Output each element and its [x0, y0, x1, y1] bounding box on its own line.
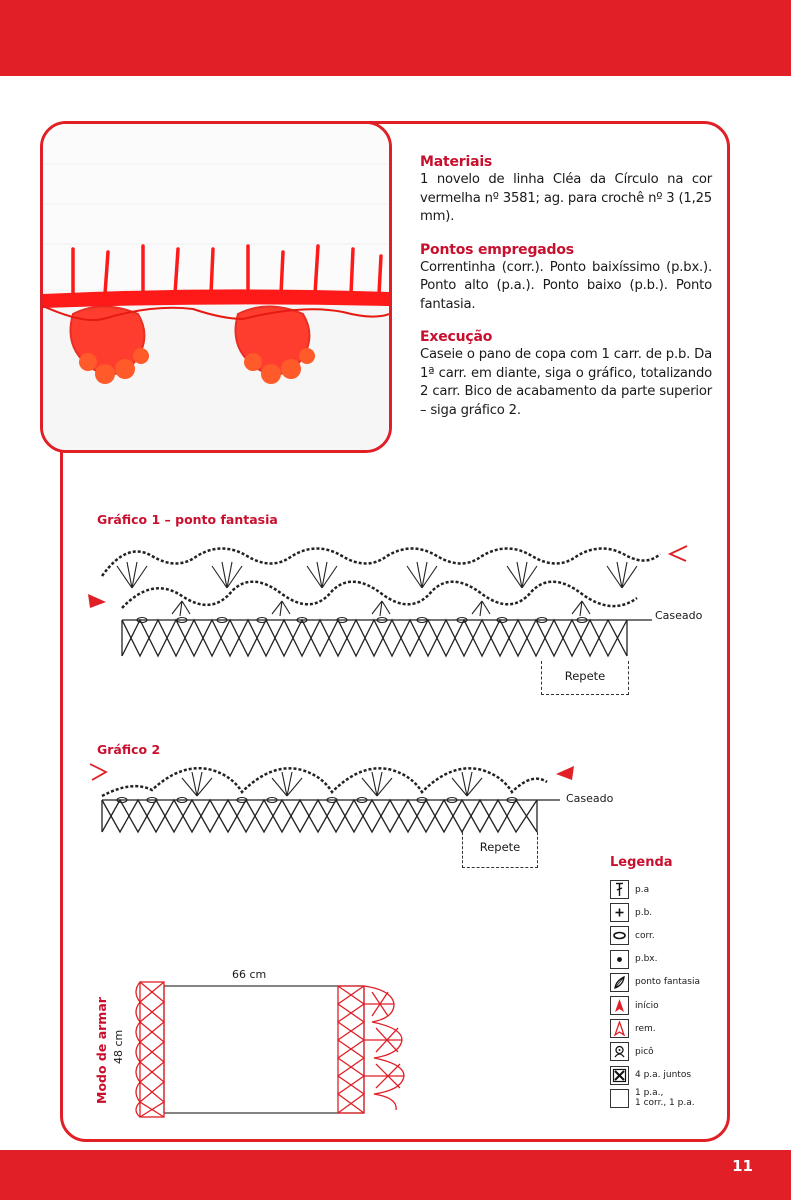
legend-item-label: 4 p.a. juntos — [635, 1070, 692, 1081]
chart2-end-arrow — [90, 764, 106, 780]
legend-item-label: p.bx. — [635, 954, 658, 965]
legend-item-label: ponto fantasia — [635, 977, 700, 988]
chart2-title: Gráfico 2 — [97, 742, 161, 757]
stitches-body: Correntinha (corr.). Ponto baixíssimo (p.bx.). Ponto alto (p.a.). Ponto baixo (p.b.). Ponto fantasia. — [420, 259, 712, 312]
chart1-repete-box — [541, 661, 629, 695]
legend-item — [610, 1064, 720, 1087]
chart1-repete-label: Repete — [564, 669, 606, 683]
chart2-repete-label: Repete — [479, 840, 521, 854]
legend-item-label: 1 p.a., 1 corr., 1 p.a. — [635, 1088, 695, 1109]
filled-triangle-icon — [610, 996, 629, 1015]
chart2-diagram — [82, 760, 602, 840]
chart1-start-arrow — [88, 594, 106, 608]
cloth-outline — [164, 986, 364, 1113]
chart2-repete-box — [462, 832, 538, 868]
legend-item — [610, 878, 720, 901]
legend-item — [610, 1087, 720, 1110]
instructions-text — [420, 153, 712, 434]
legend-item — [610, 1017, 720, 1040]
legend-item — [610, 971, 720, 994]
assembly-title: Modo de armar — [94, 997, 109, 1104]
execution-heading: Execução — [420, 329, 493, 345]
empty-box-icon — [610, 1089, 629, 1108]
legend-item-label: rem. — [635, 1023, 656, 1034]
legend-item — [610, 948, 720, 971]
legend-list — [610, 878, 720, 1110]
legend-item-label: picô — [635, 1046, 654, 1057]
left-edging — [136, 982, 164, 1117]
stitches-heading: Pontos empregados — [420, 241, 574, 258]
legend-item-label: p.a — [635, 884, 650, 895]
materials-heading: Materiais — [420, 154, 493, 170]
legend-item-label: início — [635, 1000, 659, 1011]
chart1-diagram — [82, 536, 702, 661]
execution-body: Caseie o pano de copa com 1 carr. de p.b. Da 1ª carr. em diante, siga o gráfico, totalizando 2 carr. Bico de acabamento da parte superior – siga gráfico 2. — [420, 347, 712, 418]
legend-item — [610, 1040, 720, 1063]
picot-icon — [610, 1042, 629, 1061]
page-number: 11 — [732, 1157, 753, 1175]
crossed-box-icon — [610, 1066, 629, 1085]
assembly-height-label: 48 cm — [112, 1029, 125, 1064]
oval-chain-icon — [610, 926, 629, 945]
legend-item — [610, 924, 720, 947]
legend-item — [610, 994, 720, 1017]
chart1-end-arrow — [670, 546, 687, 561]
assembly-diagram — [132, 980, 412, 1120]
bottom-color-band — [0, 1150, 791, 1200]
chart1-caseado-label: Caseado — [655, 609, 703, 622]
legend-item-label: corr. — [635, 930, 655, 941]
plus-symbol-icon — [610, 903, 629, 922]
legend-item — [610, 901, 720, 924]
outline-triangle-icon — [610, 1019, 629, 1038]
crochet-edging-photo — [40, 121, 392, 453]
chart2-start-arrow — [556, 766, 574, 780]
legend-item-label: p.b. — [635, 907, 653, 918]
chart2-caseado-label: Caseado — [566, 792, 614, 805]
materials-body: 1 novelo de linha Cléa da Círculo na cor vermelha nº 3581; ag. para crochê nº 3 (1,25 mm). — [420, 172, 712, 224]
chart1-title: Gráfico 1 – ponto fantasia — [97, 512, 278, 527]
dot-symbol-icon — [610, 950, 629, 969]
assembly-width-label: 66 cm — [232, 968, 267, 981]
photo-illustration — [43, 124, 389, 450]
right-edging — [338, 986, 404, 1113]
treble-symbol-icon — [610, 880, 629, 899]
top-color-band — [0, 0, 791, 76]
leaf-stitch-icon — [610, 973, 629, 992]
legend-title: Legenda — [610, 855, 673, 870]
